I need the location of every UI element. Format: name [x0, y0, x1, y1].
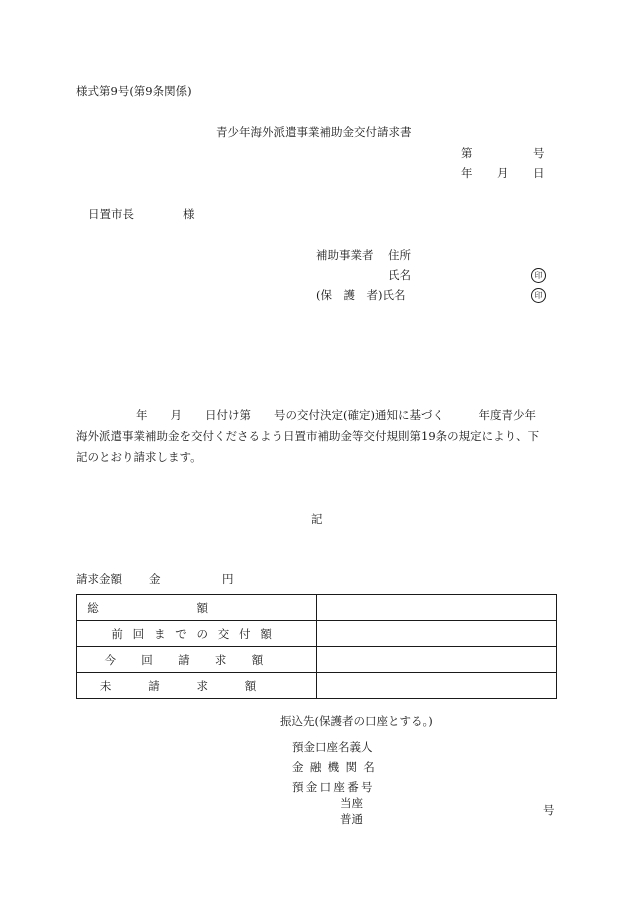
address-label: 住所 — [388, 248, 411, 262]
row-label: 今回請求額 — [104, 652, 289, 667]
date-day: 日 — [533, 166, 545, 180]
row-label: 未請求額 — [99, 678, 294, 693]
request-paragraph — [76, 405, 561, 468]
name-label: 氏名 — [388, 268, 411, 282]
seal-icon: 印 — [531, 268, 546, 283]
doc-number-suffix: 号 — [533, 146, 545, 160]
account-number-suffix: 号 — [543, 803, 555, 817]
table-row — [77, 673, 557, 699]
date-month: 月 — [497, 166, 509, 180]
date-year: 年 — [461, 166, 473, 180]
table-row — [77, 595, 557, 621]
paragraph-line: 年 月 日付け第 号の交付決定(確定)通知に基づく 年度青少年 — [136, 408, 536, 422]
amount-cell[interactable] — [317, 621, 557, 647]
document-title: 青少年海外派遣事業補助金交付請求書 — [216, 125, 412, 139]
seal-icon: 印 — [531, 288, 546, 303]
amount-cell[interactable] — [317, 595, 557, 621]
transfer-title: 振込先(保護者の口座とする。) — [280, 714, 433, 728]
addressee-name: 日置市長 — [88, 207, 134, 221]
row-label: 前回までの交付額 — [111, 626, 282, 641]
amount-cell[interactable] — [317, 673, 557, 699]
request-amount-kin: 金 — [149, 572, 161, 586]
table-label-cell — [77, 621, 317, 647]
table-row — [77, 621, 557, 647]
paragraph-line: 記のとおり請求します。 — [76, 450, 202, 464]
request-amount-yen: 円 — [222, 572, 234, 586]
account-holder-label: 預金口座名義人 — [292, 740, 373, 754]
ki-heading: 記 — [311, 512, 323, 526]
form-number: 様式第9号(第9条関係) — [76, 84, 192, 98]
applicant-role: 補助事業者 — [316, 248, 374, 262]
table-row — [77, 647, 557, 673]
row-label: 総額 — [87, 600, 306, 615]
account-type-current: 当座 — [340, 796, 363, 810]
account-type-savings: 普通 — [340, 812, 363, 826]
doc-number-prefix: 第 — [461, 146, 473, 160]
account-number-label: 預金口座番号 — [292, 780, 375, 794]
table-label-cell — [77, 595, 317, 621]
table-label-cell — [77, 673, 317, 699]
addressee-honorific: 様 — [183, 207, 195, 221]
amount-table — [76, 594, 557, 699]
guardian-name-label: (保 護 者)氏名 — [316, 288, 406, 302]
paragraph-line: 海外派遣事業補助金を交付くださるよう日置市補助金等交付規則第19条の規定により、下 — [76, 429, 540, 443]
amount-cell[interactable] — [317, 647, 557, 673]
table-label-cell — [77, 647, 317, 673]
request-amount-label: 請求金額 — [76, 572, 122, 586]
bank-name-label: 金融機関名 — [292, 760, 382, 774]
